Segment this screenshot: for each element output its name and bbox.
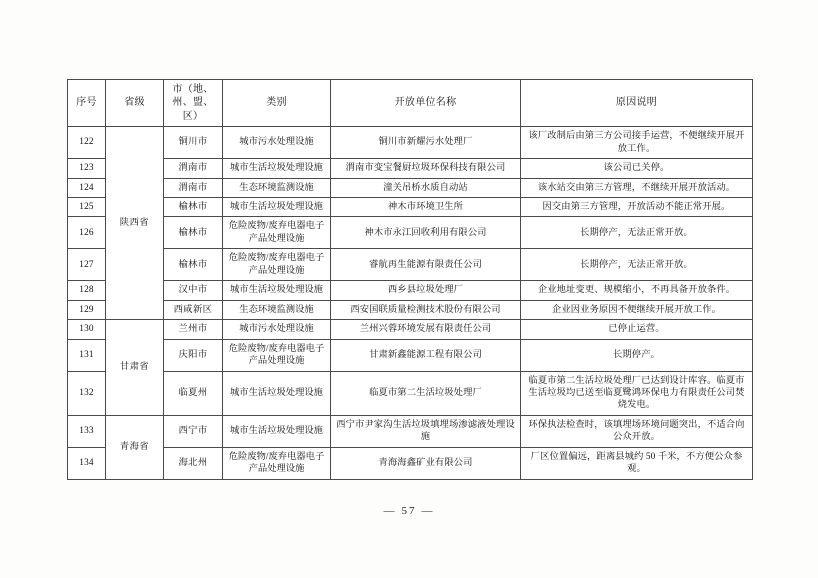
column-header-seq: 序号 bbox=[68, 80, 106, 127]
column-header-province: 省级 bbox=[106, 80, 164, 127]
cell-seq: 130 bbox=[68, 320, 106, 339]
cell-category: 城市污水处理设施 bbox=[223, 320, 331, 339]
cell-unit-name: 青海海鑫矿业有限公司 bbox=[331, 447, 521, 479]
cell-category: 危险废物/废弃电器电子产品处理设施 bbox=[223, 249, 331, 281]
cell-city: 汉中市 bbox=[164, 281, 223, 300]
cell-reason: 该水站交由第三方管理，不继续开展开放活动。 bbox=[521, 178, 753, 197]
cell-reason: 环保执法检查时，该填埋场环境问题突出，不适合向公众开放。 bbox=[521, 415, 753, 447]
cell-category: 生态环境监测设施 bbox=[223, 300, 331, 319]
cell-seq: 131 bbox=[68, 339, 106, 371]
cell-reason: 企业因业务原因不便继续开展开放工作。 bbox=[521, 300, 753, 319]
cell-seq: 129 bbox=[68, 300, 106, 319]
cell-reason: 长期停产，无法正常开放。 bbox=[521, 217, 753, 249]
cell-reason: 长期停产。 bbox=[521, 339, 753, 371]
cell-unit-name: 甘肃新鑫能源工程有限公司 bbox=[331, 339, 521, 371]
cell-category: 危险废物/废弃电器电子产品处理设施 bbox=[223, 339, 331, 371]
cell-category: 城市生活垃圾处理设施 bbox=[223, 371, 331, 415]
cell-seq: 124 bbox=[68, 178, 106, 197]
table-header-row bbox=[68, 80, 753, 127]
cell-seq: 122 bbox=[68, 127, 106, 159]
column-header-city: 市（地、州、盟、区） bbox=[164, 80, 223, 127]
table-row bbox=[68, 300, 753, 319]
open-units-table bbox=[67, 79, 753, 480]
cell-unit-name: 睿航再生能源有限责任公司 bbox=[331, 249, 521, 281]
cell-category: 城市污水处理设施 bbox=[223, 127, 331, 159]
table-row bbox=[68, 159, 753, 178]
cell-category: 城市生活垃圾处理设施 bbox=[223, 159, 331, 178]
cell-city: 西宁市 bbox=[164, 415, 223, 447]
cell-city: 榆林市 bbox=[164, 197, 223, 216]
table-row bbox=[68, 415, 753, 447]
cell-category: 城市生活垃圾处理设施 bbox=[223, 197, 331, 216]
cell-seq: 127 bbox=[68, 249, 106, 281]
column-header-category: 类别 bbox=[223, 80, 331, 127]
cell-unit-name: 临夏市第二生活垃圾处理厂 bbox=[331, 371, 521, 415]
cell-seq: 132 bbox=[68, 371, 106, 415]
cell-reason: 临夏市第二生活垃圾处理厂已达到设计库容。临夏市生活垃圾均已送至临夏鹭鸿环保电力有限责任公司焚烧发电。 bbox=[521, 371, 753, 415]
cell-seq: 134 bbox=[68, 447, 106, 479]
cell-province: 青海省 bbox=[106, 415, 164, 479]
table-header bbox=[68, 80, 753, 127]
cell-reason: 因交由第三方管理，开放活动不能正常开展。 bbox=[521, 197, 753, 216]
table-row bbox=[68, 447, 753, 479]
cell-province: 陕西省 bbox=[106, 127, 164, 320]
table-row bbox=[68, 281, 753, 300]
table-row bbox=[68, 339, 753, 371]
footer-dash-left: — bbox=[383, 505, 397, 517]
cell-city: 渭南市 bbox=[164, 159, 223, 178]
cell-province: 甘肃省 bbox=[106, 320, 164, 416]
cell-unit-name: 神木市永江回收利用有限公司 bbox=[331, 217, 521, 249]
cell-unit-name: 西宁市尹家沟生活垃圾填埋场渗滤液处理设施 bbox=[331, 415, 521, 447]
table-row bbox=[68, 371, 753, 415]
page-footer bbox=[0, 505, 818, 517]
cell-city: 庆阳市 bbox=[164, 339, 223, 371]
cell-unit-name: 渭南市变宝餐厨垃圾环保科技有限公司 bbox=[331, 159, 521, 178]
page-number: 57 bbox=[401, 505, 417, 517]
cell-seq: 126 bbox=[68, 217, 106, 249]
table-row bbox=[68, 178, 753, 197]
cell-reason: 企业地址变更、规模缩小，不再具备开放条件。 bbox=[521, 281, 753, 300]
column-header-reason: 原因说明 bbox=[521, 80, 753, 127]
table-row bbox=[68, 127, 753, 159]
cell-unit-name: 潼关吊桥水质自动站 bbox=[331, 178, 521, 197]
cell-reason: 长期停产，无法正常开放。 bbox=[521, 249, 753, 281]
table-row bbox=[68, 217, 753, 249]
table-container bbox=[67, 79, 752, 480]
cell-unit-name: 兰州兴蓉环境发展有限责任公司 bbox=[331, 320, 521, 339]
cell-city: 榆林市 bbox=[164, 249, 223, 281]
cell-unit-name: 西乡县垃圾处理厂 bbox=[331, 281, 521, 300]
cell-seq: 125 bbox=[68, 197, 106, 216]
table-row bbox=[68, 249, 753, 281]
cell-category: 危险废物/废弃电器电子产品处理设施 bbox=[223, 217, 331, 249]
cell-category: 城市生活垃圾处理设施 bbox=[223, 281, 331, 300]
table-row bbox=[68, 320, 753, 339]
table-body bbox=[68, 127, 753, 480]
cell-city: 临夏州 bbox=[164, 371, 223, 415]
column-header-unit-name: 开放单位名称 bbox=[331, 80, 521, 127]
cell-category: 危险废物/废弃电器电子产品处理设施 bbox=[223, 447, 331, 479]
cell-city: 海北州 bbox=[164, 447, 223, 479]
cell-reason: 厂区位置偏远，距离县城约 50 千米，不方便公众参观。 bbox=[521, 447, 753, 479]
cell-city: 榆林市 bbox=[164, 217, 223, 249]
cell-reason: 已停止运营。 bbox=[521, 320, 753, 339]
cell-city: 西咸新区 bbox=[164, 300, 223, 319]
cell-seq: 123 bbox=[68, 159, 106, 178]
cell-seq: 133 bbox=[68, 415, 106, 447]
cell-city: 渭南市 bbox=[164, 178, 223, 197]
cell-unit-name: 神木市环境卫生所 bbox=[331, 197, 521, 216]
cell-city: 兰州市 bbox=[164, 320, 223, 339]
cell-category: 城市生活垃圾处理设施 bbox=[223, 415, 331, 447]
cell-category: 生态环境监测设施 bbox=[223, 178, 331, 197]
footer-dash-right: — bbox=[421, 505, 435, 517]
table-row bbox=[68, 197, 753, 216]
cell-city: 铜川市 bbox=[164, 127, 223, 159]
cell-reason: 该厂改制后由第三方公司接手运营，不便继续开展开放工作。 bbox=[521, 127, 753, 159]
cell-unit-name: 铜川市新耀污水处理厂 bbox=[331, 127, 521, 159]
cell-seq: 128 bbox=[68, 281, 106, 300]
cell-reason: 该公司已关停。 bbox=[521, 159, 753, 178]
cell-unit-name: 西安国联质量检测技术股份有限公司 bbox=[331, 300, 521, 319]
